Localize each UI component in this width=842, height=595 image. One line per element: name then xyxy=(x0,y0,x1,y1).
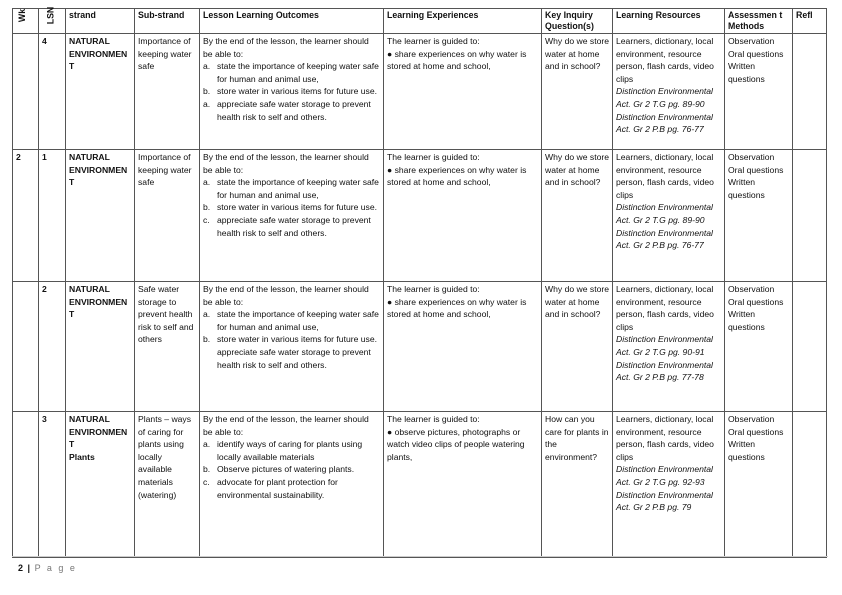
header-week: Wk xyxy=(13,9,39,34)
outcome-intro: By the end of the lesson, the learner should be able to: xyxy=(203,284,369,307)
outcome-text: state the importance of keeping water safe for human and animal use, xyxy=(217,177,379,200)
outcome-marker: b. xyxy=(203,86,211,97)
strand-extra: Plants xyxy=(69,451,95,462)
outcome-text: appreciate safe water storage to prevent health risk to self and others. xyxy=(217,346,371,370)
experiences-cell xyxy=(384,282,542,412)
outcome-text: store water in various items for future use. xyxy=(217,334,378,345)
outcome-item xyxy=(203,201,380,214)
outcomes-cell xyxy=(200,150,384,282)
experience-intro: The learner is guided to: xyxy=(387,284,480,294)
outcome-item xyxy=(203,476,380,501)
assessment-cell xyxy=(725,282,793,412)
reflection-cell xyxy=(793,282,827,412)
strand-text: NATURAL ENVIRONMEN T xyxy=(69,36,128,72)
header-sub-strand: Sub-strand xyxy=(135,9,200,34)
lesson-cell: 3 xyxy=(39,412,66,558)
resources-reference: Distinction Environmental Act. Gr 2 T.G pg. 90-91 xyxy=(616,334,713,357)
header-lesson: LSN xyxy=(39,9,66,34)
header-reflection: Refl xyxy=(793,9,827,34)
outcome-text: state the importance of keeping water safe for human and animal use, xyxy=(217,61,379,84)
outcome-item xyxy=(203,176,380,201)
reflection-cell xyxy=(793,34,827,150)
resources-cell xyxy=(613,150,725,282)
outcome-marker: a. xyxy=(203,309,211,320)
outcome-item xyxy=(203,346,380,371)
outcome-text: store water in various items for future use. xyxy=(217,86,378,97)
outcome-text: advocate for plant protection for environmental sustainability. xyxy=(217,476,338,500)
experience-intro: The learner is guided to: xyxy=(387,36,480,46)
resources-cell xyxy=(613,412,725,558)
experience-item: ● observe pictures, photographs or watch video clips of people watering plants, xyxy=(387,426,525,462)
assessment-method: Written questions xyxy=(728,439,765,462)
outcome-text: appreciate safe water storage to prevent health risk to self and others. xyxy=(217,214,371,238)
assessment-method: Oral questions xyxy=(728,426,784,437)
scheme-of-work-table xyxy=(12,8,827,558)
lesson-cell: 1 xyxy=(39,150,66,282)
experience-intro: The learner is guided to: xyxy=(387,152,480,162)
assessment-cell xyxy=(725,412,793,558)
week-cell: 2 xyxy=(13,150,39,282)
outcomes-cell xyxy=(200,282,384,412)
resources-text: Learners, dictionary, local environment, resource person, flash cards, video clips xyxy=(616,152,714,200)
reflection-cell xyxy=(793,150,827,282)
outcome-item xyxy=(203,308,380,333)
assessment-method: Oral questions xyxy=(728,296,784,307)
outcome-item xyxy=(203,438,380,463)
resources-reference: Distinction Environmental Act. Gr 2 P.B pg. 76-77 xyxy=(616,227,713,251)
table-row xyxy=(13,150,827,282)
inquiry-cell: Why do we store water at home and in school? xyxy=(542,282,613,412)
experience-item: ● share experiences on why water is stored at home and school, xyxy=(387,164,527,188)
outcome-marker: a. xyxy=(203,177,211,188)
strand-cell xyxy=(66,150,135,282)
header-row xyxy=(13,9,827,34)
lesson-cell: 4 xyxy=(39,34,66,150)
outcome-item xyxy=(203,85,380,98)
resources-reference: Distinction Environmental Act. Gr 2 P.B pg. 79 xyxy=(616,489,713,513)
assessment-method: Written questions xyxy=(728,177,765,200)
header-strand: strand xyxy=(66,9,135,34)
week-cell xyxy=(13,34,39,150)
resources-reference: Distinction Environmental Act. Gr 2 T.G pg. 89-90 xyxy=(616,202,713,225)
outcome-item xyxy=(203,214,380,239)
outcome-intro: By the end of the lesson, the learner should be able to: xyxy=(203,36,369,59)
experiences-cell xyxy=(384,412,542,558)
outcomes-cell xyxy=(200,34,384,150)
outcome-item xyxy=(203,463,380,476)
resources-reference: Distinction Environmental Act. Gr 2 P.B pg. 76-77 xyxy=(616,111,713,135)
assessment-cell xyxy=(725,34,793,150)
outcome-text: store water in various items for future use. xyxy=(217,202,378,213)
week-cell xyxy=(13,412,39,558)
experience-item: ● share experiences on why water is stored at home and school, xyxy=(387,296,527,320)
assessment-method: Oral questions xyxy=(728,164,784,175)
page-footer xyxy=(18,563,77,573)
strand-text: NATURAL ENVIRONMEN T xyxy=(69,414,128,450)
outcome-intro: By the end of the lesson, the learner should be able to: xyxy=(203,414,369,437)
page-separator: | xyxy=(27,563,31,573)
week-cell xyxy=(13,282,39,412)
inquiry-cell: Why do we store water at home and in school? xyxy=(542,34,613,150)
resources-text: Learners, dictionary, local environment, resource person, flash cards, video clips xyxy=(616,284,714,332)
resources-cell xyxy=(613,34,725,150)
outcome-text: appreciate safe water storage to prevent health risk to self and others. xyxy=(217,98,371,122)
table-row xyxy=(13,412,827,558)
header-experiences: Learning Experiences xyxy=(384,9,542,34)
assessment-method: Oral questions xyxy=(728,48,784,59)
experience-intro: The learner is guided to: xyxy=(387,414,480,424)
table-row xyxy=(13,282,827,412)
outcome-item xyxy=(203,98,380,123)
outcome-marker: c. xyxy=(203,476,210,487)
reflection-cell xyxy=(793,412,827,558)
outcome-text: identify ways of caring for plants using locally available materials xyxy=(217,439,363,462)
page-label: P a g e xyxy=(34,563,77,573)
assessment-method: Observation xyxy=(728,414,775,424)
header-resources: Learning Resources xyxy=(613,9,725,34)
outcome-intro: By the end of the lesson, the learner should be able to: xyxy=(203,152,369,175)
experiences-cell xyxy=(384,150,542,282)
outcome-item xyxy=(203,333,380,346)
table-row xyxy=(13,34,827,150)
assessment-cell xyxy=(725,150,793,282)
sub-strand-cell: Safe water storage to prevent health risk to self and others xyxy=(135,282,200,412)
outcome-marker: b. xyxy=(203,202,211,213)
outcome-item xyxy=(203,60,380,85)
outcome-marker: b. xyxy=(203,334,211,345)
outcome-marker: a. xyxy=(203,98,211,109)
strand-cell xyxy=(66,34,135,150)
resources-reference: Distinction Environmental Act. Gr 2 T.G pg. 92-93 xyxy=(616,464,713,487)
assessment-method: Written questions xyxy=(728,309,765,332)
sub-strand-cell: Plants – ways of caring for plants using locally available materials (watering) xyxy=(135,412,200,558)
outcome-marker xyxy=(203,346,217,371)
footer-rule xyxy=(12,556,828,557)
outcome-marker: a. xyxy=(203,61,211,72)
lesson-cell: 2 xyxy=(39,282,66,412)
assessment-method: Observation xyxy=(728,152,775,162)
strand-text: NATURAL ENVIRONMEN T xyxy=(69,152,128,188)
strand-cell xyxy=(66,412,135,558)
experience-item: ● share experiences on why water is stored at home and school, xyxy=(387,48,527,72)
resources-reference: Distinction Environmental Act. Gr 2 P.B pg. 77-78 xyxy=(616,359,713,383)
experiences-cell xyxy=(384,34,542,150)
strand-text: NATURAL ENVIRONMEN T xyxy=(69,284,128,320)
header-inquiry: Key Inquiry Question(s) xyxy=(542,9,613,34)
outcome-marker: c. xyxy=(203,214,210,225)
sub-strand-cell: Importance of keeping water safe xyxy=(135,34,200,150)
outcomes-cell xyxy=(200,412,384,558)
header-assessment: Assessmen t Methods xyxy=(725,9,793,34)
assessment-method: Observation xyxy=(728,36,775,46)
assessment-method: Observation xyxy=(728,284,775,294)
inquiry-cell: Why do we store water at home and in school? xyxy=(542,150,613,282)
resources-cell xyxy=(613,282,725,412)
page-number: 2 xyxy=(18,563,24,573)
sub-strand-cell: Importance of keeping water safe xyxy=(135,150,200,282)
inquiry-cell: How can you care for plants in the environment? xyxy=(542,412,613,558)
resources-text: Learners, dictionary, local environment, resource person, flash cards, video clips xyxy=(616,414,714,462)
strand-cell xyxy=(66,282,135,412)
resources-text: Learners, dictionary, local environment, resource person, flash cards, video clips xyxy=(616,36,714,84)
outcome-marker: a. xyxy=(203,439,211,450)
assessment-method: Written questions xyxy=(728,61,765,84)
outcome-text: Observe pictures of watering plants. xyxy=(217,464,355,475)
outcome-text: state the importance of keeping water safe for human and animal use, xyxy=(217,309,379,332)
outcome-marker: b. xyxy=(203,464,211,475)
resources-reference: Distinction Environmental Act. Gr 2 T.G pg. 89-90 xyxy=(616,86,713,109)
header-outcomes: Lesson Learning Outcomes xyxy=(200,9,384,34)
